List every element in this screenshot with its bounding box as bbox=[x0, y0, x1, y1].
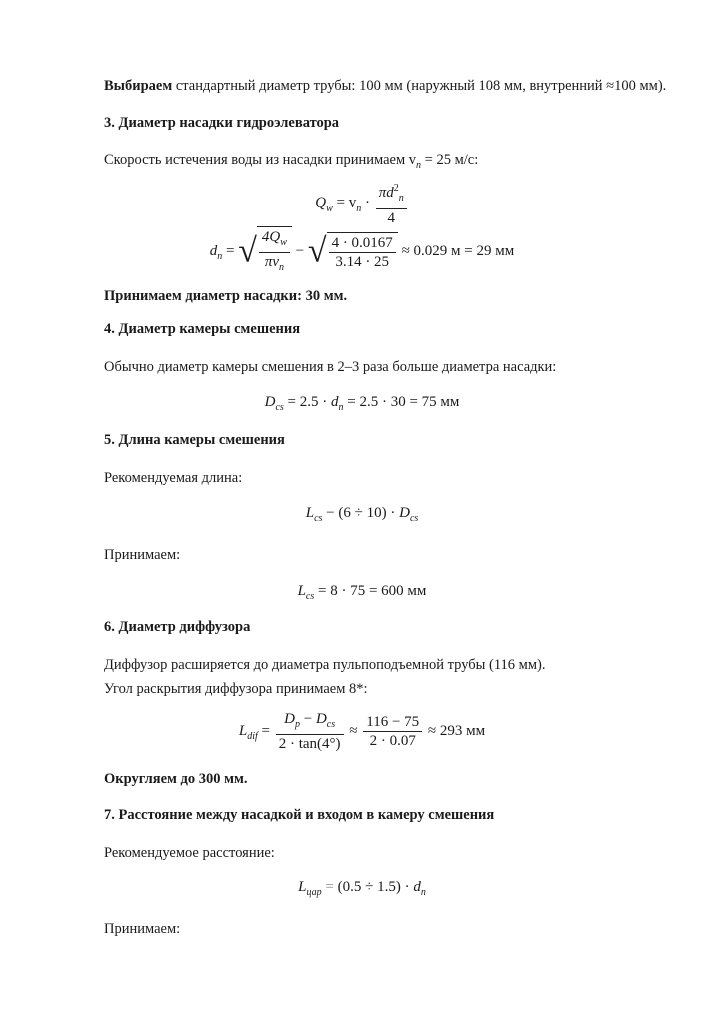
heading-section-4: 4. Диаметр камеры смешения bbox=[104, 321, 301, 337]
formula-symbol: D bbox=[399, 505, 410, 521]
paragraph-diffuser-2: Угол раскрытия диффузора принимаем 8*: bbox=[104, 681, 368, 697]
formula-symbol: D bbox=[264, 394, 276, 410]
bold-lead: Выбираем bbox=[104, 78, 173, 94]
formula-operator: = bbox=[257, 722, 274, 739]
paragraph-velocity bbox=[104, 151, 478, 175]
velocity-text: Скорость истечения воды из насадки принимаем v bbox=[104, 152, 417, 168]
fraction bbox=[259, 228, 290, 277]
formula-text: = 2.5 · bbox=[283, 394, 331, 410]
fraction bbox=[376, 180, 407, 227]
heading-section-3: 3. Диаметр насадки гидроэлеватора bbox=[104, 115, 340, 131]
formula-text: − (6 ÷ 10) · bbox=[322, 505, 400, 521]
formula-subscript: cs bbox=[409, 513, 419, 524]
formula-symbol: d bbox=[209, 242, 218, 259]
fraction-numerator: 116 − 75 bbox=[363, 713, 422, 732]
formula-symbol: D bbox=[315, 711, 327, 727]
formula-subscript: цар bbox=[306, 887, 322, 898]
formula-symbol: L bbox=[238, 722, 248, 739]
formula-operator: = bbox=[222, 242, 239, 259]
fraction bbox=[329, 234, 396, 271]
formula-text: = v bbox=[336, 194, 357, 211]
accept-length: Принимаем: bbox=[104, 547, 181, 563]
velocity-text-end: = 25 м/с: bbox=[421, 152, 479, 168]
formula-symbol: d bbox=[331, 394, 339, 410]
formula-subscript: p bbox=[294, 719, 300, 730]
formula-superscript: 2 bbox=[393, 183, 399, 194]
fraction bbox=[276, 710, 344, 753]
formula-chamber-diameter bbox=[0, 394, 724, 413]
formula-symbol: D bbox=[284, 711, 295, 727]
formula-subscript: n bbox=[217, 250, 223, 262]
paragraph-distance: Рекомендуемое расстояние: bbox=[104, 845, 275, 861]
paragraph-text: стандартный диаметр трубы: 100 мм (наружный 108 мм, внутренний ≈100 мм). bbox=[172, 78, 667, 94]
heading-section-7: 7. Расстояние между насадкой и входом в камеру смешения bbox=[104, 807, 495, 823]
formula-subscript: w bbox=[280, 237, 287, 248]
square-root: √ $\frac{4 \cdot 0.0167}{3.14 \cdot 25}$ bbox=[308, 232, 398, 271]
accept-distance: Принимаем: bbox=[104, 921, 181, 937]
formula-symbol: L bbox=[305, 505, 315, 521]
formula-subscript: w bbox=[326, 202, 333, 214]
paragraph-length: Рекомендуемая длина: bbox=[104, 470, 243, 486]
formula-subscript: n bbox=[398, 193, 404, 204]
paragraph-diffuser-1: Диффузор расширяется до диаметра пульпоподъемной трубы (116 мм). bbox=[104, 657, 546, 673]
fraction-denominator: 3.14 · 25 bbox=[335, 254, 390, 270]
formula-nozzle-diameter bbox=[0, 226, 724, 277]
formula-flow-rate bbox=[0, 180, 724, 227]
formula-result: = 8 · 75 = 600 мм bbox=[314, 583, 427, 599]
formula-subscript: dif bbox=[247, 730, 258, 742]
formula-diffuser-length bbox=[0, 710, 724, 753]
formula-operator: = bbox=[321, 879, 338, 895]
formula-operator: · bbox=[361, 194, 374, 211]
fraction-denominator: πv bbox=[264, 254, 279, 270]
fraction-numerator: 4Q bbox=[261, 229, 281, 245]
formula-subscript: cs bbox=[326, 719, 336, 730]
formula-operator: ≈ bbox=[349, 722, 362, 739]
formula-symbol: L bbox=[297, 583, 306, 599]
accept-nozzle: Принимаем диаметр насадки: 30 мм. bbox=[104, 288, 348, 304]
formula-result: ≈ 293 мм bbox=[427, 722, 486, 739]
formula-symbol: Q bbox=[315, 194, 327, 211]
heading-section-5: 5. Длина камеры смешения bbox=[104, 432, 285, 448]
fraction bbox=[363, 713, 422, 750]
formula-subscript: n bbox=[338, 402, 344, 413]
formula-operator: − bbox=[299, 711, 316, 727]
square-root: √ $\frac{4Q_w}{\pi v_n}$ bbox=[238, 226, 292, 277]
velocity-sub: n bbox=[416, 159, 422, 171]
fraction-denominator: 2 · tan(4°) bbox=[278, 736, 341, 752]
fraction-denominator: 4 bbox=[387, 210, 395, 226]
formula-subscript: cs bbox=[314, 513, 323, 524]
formula-length-value bbox=[0, 583, 724, 602]
formula-result: = 2.5 · 30 = 75 мм bbox=[343, 394, 460, 410]
formula-result: ≈ 0.029 м = 29 мм bbox=[401, 242, 515, 259]
formula-subscript: cs bbox=[305, 591, 315, 602]
fraction-numerator: πd bbox=[378, 185, 394, 201]
round-diffuser: Округляем до 300 мм. bbox=[104, 771, 248, 787]
paragraph-pipe-diameter bbox=[104, 77, 666, 95]
formula-subscript: n bbox=[356, 202, 362, 214]
formula-subscript: n bbox=[420, 887, 426, 898]
formula-text: (0.5 ÷ 1.5) · bbox=[337, 879, 414, 895]
formula-subscript: n bbox=[279, 262, 284, 273]
fraction-numerator: 4 · 0.0167 bbox=[329, 234, 396, 253]
fraction-denominator: 2 · 0.07 bbox=[369, 733, 416, 749]
formula-chamber-length bbox=[0, 505, 724, 524]
heading-section-6: 6. Диаметр диффузора bbox=[104, 619, 251, 635]
formula-symbol: d bbox=[413, 879, 421, 895]
formula-operator: − bbox=[295, 242, 308, 259]
formula-subscript: cs bbox=[275, 402, 284, 413]
formula-distance bbox=[0, 879, 724, 898]
formula-symbol: L bbox=[298, 879, 307, 895]
paragraph-chamber: Обычно диаметр камеры смешения в 2–3 раза больше диаметра насадки: bbox=[104, 359, 557, 375]
